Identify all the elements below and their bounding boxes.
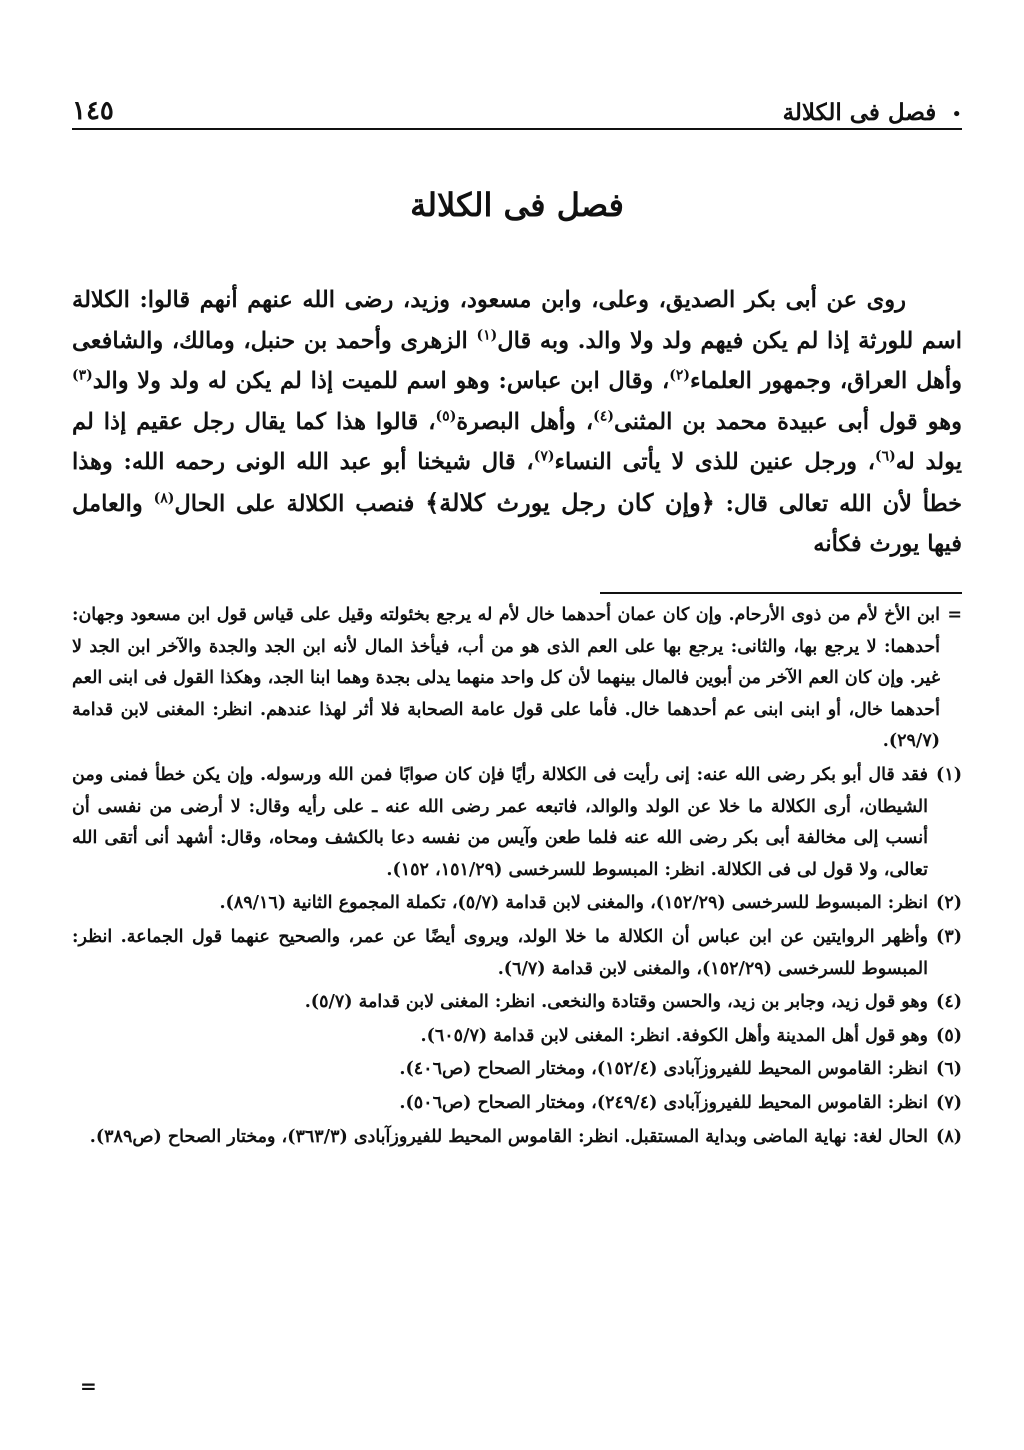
text-run: وهو قول أبى عبيدة محمد بن المثنى (613, 408, 963, 435)
footnote-ref[interactable]: (٤) (593, 408, 614, 424)
footnote-continuation (72, 600, 962, 758)
footnote-marker: (٨) (936, 1126, 962, 1147)
footnote-text: انظر: القاموس المحيط للفيروزآبادى (١٥٢/٤)، ومختار الصحاح (ص٤٠٦). (399, 1059, 928, 1080)
footnote-rule (600, 592, 962, 594)
text-run: ، قال شيخنا أبو عبد الله الونى رحمه الله: وهذا خطأ لأن الله تعالى قال: (72, 449, 962, 517)
footnote-ref[interactable]: (٢) (669, 367, 690, 384)
footnote-text: وهو قول زيد، وجابر بن زيد، والحسن وقتادة والنخعى. انظر: المغنى لابن قدامة (٥/٧). (304, 992, 928, 1013)
text-run: ، قالوا هذا كما يقال رجل عقيم إذا لم يولد له (72, 408, 962, 475)
running-title: فصل فى الكلالة (782, 99, 937, 126)
footnote-marker: (٣) (936, 926, 962, 947)
footnote-2 (72, 888, 962, 920)
footnote-ref[interactable]: (١) (476, 327, 498, 343)
running-title-group (783, 99, 962, 126)
text-run: ، وقال ابن عباس: وهو اسم للميت إذا لم يكن له ولد ولا والد (92, 368, 670, 394)
bullet-icon: • (951, 104, 962, 125)
continuation-marker-bottom: = (80, 1374, 97, 1398)
footnote-marker: (٧) (936, 1092, 962, 1113)
footnote-ref[interactable]: (٥) (435, 408, 457, 424)
footnote-ref[interactable]: (٨) (153, 490, 175, 506)
footnote-text: وهو قول أهل المدينة وأهل الكوفة. انظر: المغنى لابن قدامة (٦٠٥/٧). (420, 1025, 928, 1046)
footnote-marker: (٢) (936, 893, 962, 914)
page-number: ١٤٥ (72, 96, 114, 126)
footnote-text: انظر: القاموس المحيط للفيروزآبادى (٢٤٩/٤)، ومختار الصحاح (ص٥٠٦). (399, 1092, 928, 1113)
text-run: فنصب الكلالة على الحال (174, 490, 426, 517)
text-run: روى عن أبى بكر الصديق، وعلى، وابن مسعود، وزيد، رضى الله عنهم أنهم قالوا: الكلالة اسم للورثة إذا لم يكن فيهم ولد ولا والد. وبه قال (72, 287, 962, 354)
footnote-4 (72, 987, 962, 1019)
footnote-text: وأظهر الروايتين عن ابن عباس أن الكلالة ما خلا الولد، ويروى أيضًا عن عمر، والصحيح عنهما قول الجماعة. انظر: المبسوط للسرخسى (١٥٢/٢٩)، والمغنى لابن قدامة (٦/٧). (72, 926, 928, 979)
footnote-6 (72, 1054, 962, 1086)
footnote-5 (72, 1021, 962, 1053)
text-run: والعامل فيها يورث فكأنه (72, 490, 962, 557)
main-text (72, 280, 962, 565)
footnotes (72, 600, 962, 1153)
footnote-text: انظر: المبسوط للسرخسى (١٥٢/٢٩)، والمغنى لابن قدامة (٥/٧)، تكملة المجموع الثانية (٨٩/١٦). (219, 893, 928, 914)
text-run: ، ورجل عنين للذى لا يأتى النساء (554, 449, 876, 475)
footnote-marker: (٥) (936, 1025, 962, 1046)
footnote-7 (72, 1088, 962, 1120)
quran-quote: ﴿وإن كان رجل يورث كلالة﴾ (425, 487, 715, 517)
chapter-title: فصل فى الكلالة (410, 186, 624, 224)
footnote-text: الحال لغة: نهاية الماضى وبداية المستقبل. انظر: القاموس المحيط للفيروزآبادى (٣٦٣/٣)، ومختار الصحاح (ص٣٨٩). (89, 1126, 928, 1147)
running-header (72, 86, 962, 126)
text-run: ، وأهل البصرة (456, 408, 594, 435)
continuation-marker: = (947, 605, 962, 625)
footnote-text: فقد قال أبو بكر رضى الله عنه: إنى رأيت فى الكلالة رأيًا فإن كان صوابًا فمن الله ورسوله. وإن يكن خطأ فمنى ومن الشيطان، أرى الكلالة ما خلا عن الولد والوالد، فاتبعه عمر رضى الله عنه ـ على رأيه وقال: لا أرضى من نفسى أن أنسب إلى مخالفة أبى بكر رضى الله عنه فلما طعن وآيس من نفسه دعا بالكشف ومحاه، وقال: أشهد أنى أتقى الله تعالى، ولا قول لى فى الكلالة. انظر: المبسوط للسرخسى (١٥١/٢٩، ١٥٢). (72, 764, 928, 880)
footnote-3 (72, 922, 962, 985)
header-rule (72, 128, 962, 130)
paragraph (72, 280, 962, 565)
footnote-marker: (١) (936, 764, 962, 785)
text-run: الزهرى وأحمد بن حنبل، ومالك، والشافعى وأهل العراق، وجمهور العلماء (72, 327, 962, 394)
footnote-1 (72, 760, 962, 886)
footnote-text: ابن الأخ لأم من ذوى الأرحام. وإن كان عمان أحدهما خال لأم له يرجع بخئولته وقيل على قياس قول ابن مسعود وجهان: أحدهما: لا يرجع بها، والثانى: يرجع بها على العم الذى هو من أب، فيأخذ المال لأنه ابن الجد والجدة والآخر ابن الجد لا غير. وإن كان العم الآخر من أبوين فالمال بينهما لأن كل واحد منهما يدلى بجدة وهما ابنا الجد، وهكذا القول فى ابنى العم أحدهما خال، أو ابنى ابنى عم أحدهما خال. فأما على قول عامة الصحابة فلا أثر لهذا عندهم. انظر: المغنى لابن قدامة (٢٩/٧). (72, 605, 940, 752)
footnote-ref[interactable]: (٦) (875, 448, 896, 465)
footnote-8 (72, 1122, 962, 1154)
footnote-ref[interactable]: (٣) (72, 367, 93, 384)
footnote-marker: (٤) (936, 992, 962, 1013)
footnote-ref[interactable]: (٧) (533, 448, 555, 465)
footnote-marker: (٦) (936, 1059, 962, 1080)
